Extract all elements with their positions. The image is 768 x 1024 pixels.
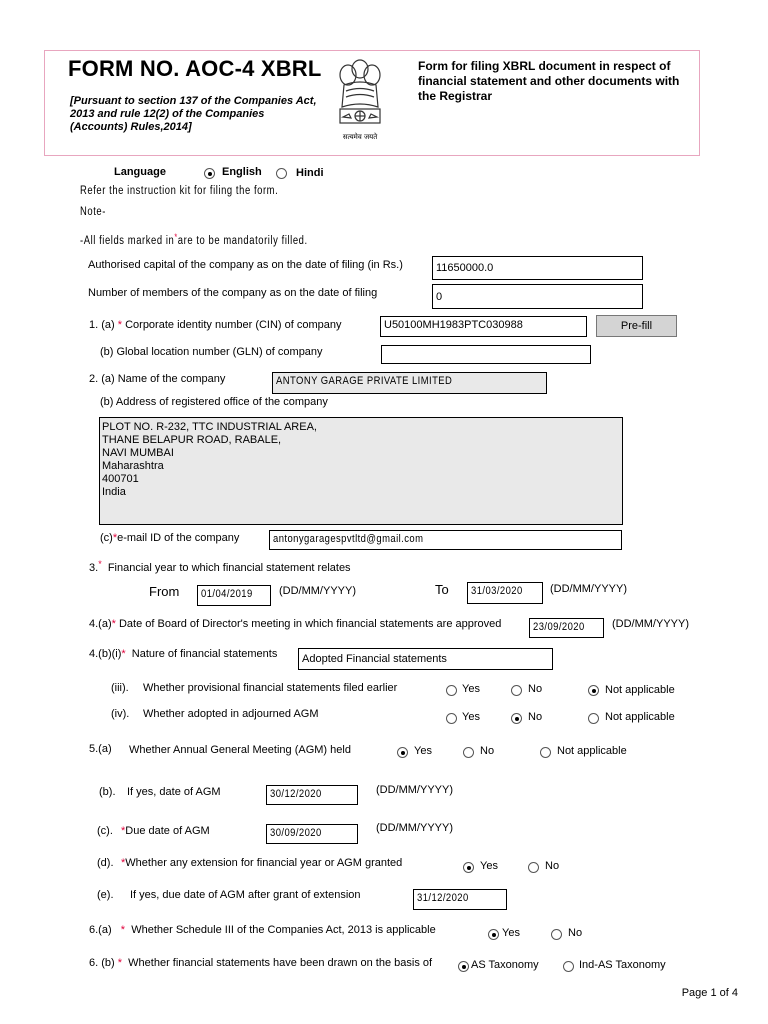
adjourned-na-label: Not applicable bbox=[605, 711, 675, 723]
provisional-no-label: No bbox=[528, 683, 543, 695]
extension-yes-label: Yes bbox=[480, 860, 498, 872]
address-line: PLOT NO. R-232, TTC INDUSTRIAL AREA, bbox=[102, 421, 317, 433]
provisional-na-radio[interactable] bbox=[588, 685, 599, 696]
fy-to-label: To bbox=[435, 582, 449, 597]
agm-due-field[interactable]: 30/09/2020 bbox=[266, 824, 358, 844]
board-meeting-field[interactable]: 23/09/2020 bbox=[529, 618, 604, 638]
adjourned-no-label: No bbox=[528, 711, 543, 723]
cin-field[interactable]: U50100MH1983PTC030988 bbox=[380, 316, 587, 337]
extension-num: (d). bbox=[97, 857, 114, 869]
agm-held-yes-label: Yes bbox=[414, 745, 432, 757]
agm-due-num: (c). bbox=[97, 825, 113, 837]
fy-from-field[interactable]: 01/04/2019 bbox=[197, 585, 271, 606]
agm-held-no-radio[interactable] bbox=[463, 747, 474, 758]
nature-field[interactable]: Adopted Financial statements bbox=[298, 648, 553, 670]
address-label: (b) Address of registered office of the company bbox=[100, 396, 328, 408]
company-name-field[interactable]: ANTONY GARAGE PRIVATE LIMITED bbox=[272, 372, 547, 394]
extension-no-radio[interactable] bbox=[528, 862, 539, 873]
ext-due-num: (e). bbox=[97, 889, 114, 901]
ext-due-field[interactable]: 31/12/2020 bbox=[413, 889, 507, 910]
taxonomy-indas-label: Ind-AS Taxonomy bbox=[579, 959, 666, 971]
company-name-label: 2. (a) Name of the company bbox=[89, 373, 226, 385]
schedule3-yes-radio[interactable] bbox=[488, 929, 499, 940]
agm-held-no-label: No bbox=[480, 745, 495, 757]
fy-from-format: (DD/MM/YYYY) bbox=[279, 585, 356, 597]
provisional-na-label: Not applicable bbox=[605, 684, 675, 696]
taxonomy-as-label: AS Taxonomy bbox=[471, 959, 539, 971]
board-meeting-label: 4.(a)* Date of Board of Director's meeting in which financial statements are approved bbox=[89, 618, 502, 630]
agm-held-na-label: Not applicable bbox=[557, 745, 627, 757]
nature-label: 4.(b)(i)* Nature of financial statements bbox=[89, 648, 278, 660]
language-english-radio[interactable] bbox=[204, 168, 215, 179]
address-line: 400701 bbox=[102, 473, 139, 485]
adjourned-yes-radio[interactable] bbox=[446, 713, 457, 724]
adjourned-no-radio[interactable] bbox=[511, 713, 522, 724]
board-meeting-format: (DD/MM/YYYY) bbox=[612, 618, 689, 630]
fy-to-field[interactable]: 31/03/2020 bbox=[467, 582, 543, 604]
provisional-num: (iii). bbox=[111, 682, 129, 694]
adjourned-label: Whether adopted in adjourned AGM bbox=[143, 708, 319, 720]
provisional-yes-radio[interactable] bbox=[446, 685, 457, 696]
schedule3-no-label: No bbox=[568, 927, 583, 939]
adjourned-na-radio[interactable] bbox=[588, 713, 599, 724]
cin-label: 1. (a) * Corporate identity number (CIN) of company bbox=[89, 319, 342, 331]
schedule3-label: 6.(a) * Whether Schedule III of the Companies Act, 2013 is applicable bbox=[89, 924, 436, 936]
agm-held-na-radio[interactable] bbox=[540, 747, 551, 758]
agm-held-yes-radio[interactable] bbox=[397, 747, 408, 758]
provisional-label: Whether provisional financial statements filed earlier bbox=[143, 682, 398, 694]
taxonomy-label: 6. (b) * Whether financial statements have been drawn on the basis of bbox=[89, 957, 433, 969]
instruction-refer: Refer the instruction kit for filing the form. bbox=[80, 185, 279, 197]
email-label: (c)*e-mail ID of the company bbox=[100, 532, 240, 544]
national-emblem-icon bbox=[334, 55, 386, 145]
address-line: India bbox=[102, 486, 126, 498]
provisional-no-radio[interactable] bbox=[511, 685, 522, 696]
agm-date-field[interactable]: 30/12/2020 bbox=[266, 785, 358, 805]
agm-date-num: (b). bbox=[99, 786, 116, 798]
form-description: Form for filing XBRL document in respect of financial statement and other documents with the Registrar bbox=[418, 59, 680, 103]
address-field[interactable] bbox=[99, 417, 623, 525]
address-line: Maharashtra bbox=[102, 460, 164, 472]
extension-yes-radio[interactable] bbox=[463, 862, 474, 873]
provisional-yes-label: Yes bbox=[462, 683, 480, 695]
members-field[interactable]: 0 bbox=[432, 284, 643, 309]
agm-date-label: If yes, date of AGM bbox=[127, 786, 221, 798]
auth-capital-field[interactable]: 11650000.0 bbox=[432, 256, 643, 280]
fy-from-label: From bbox=[149, 584, 180, 599]
agm-held-label: Whether Annual General Meeting (AGM) held bbox=[129, 744, 351, 756]
language-hindi-label: Hindi bbox=[296, 167, 324, 179]
agm-held-num: 5.(a) bbox=[89, 743, 112, 755]
page-number: Page 1 of 4 bbox=[681, 987, 738, 999]
fy-label: 3.* Financial year to which financial statement relates bbox=[89, 559, 351, 574]
taxonomy-indas-radio[interactable] bbox=[563, 961, 574, 972]
members-label: Number of members of the company as on the date of filing bbox=[88, 287, 378, 299]
prefill-button[interactable]: Pre-fill bbox=[596, 315, 677, 337]
fy-to-format: (DD/MM/YYYY) bbox=[550, 583, 627, 595]
agm-due-format: (DD/MM/YYYY) bbox=[376, 822, 453, 834]
schedule3-no-radio[interactable] bbox=[551, 929, 562, 940]
agm-date-format: (DD/MM/YYYY) bbox=[376, 784, 453, 796]
instruction-note: Note- bbox=[80, 206, 106, 218]
adjourned-yes-label: Yes bbox=[462, 711, 480, 723]
taxonomy-as-radio[interactable] bbox=[458, 961, 469, 972]
instruction-mandatory: -All fields marked in*are to be mandatorily filled. bbox=[80, 232, 308, 247]
language-hindi-radio[interactable] bbox=[276, 168, 287, 179]
form-title: FORM NO. AOC-4 XBRL bbox=[68, 56, 322, 81]
extension-no-label: No bbox=[545, 860, 560, 872]
email-field[interactable]: antonygaragespvtltd@gmail.com bbox=[269, 530, 622, 550]
agm-due-label: *Due date of AGM bbox=[121, 825, 210, 837]
pursuant-text: [Pursuant to section 137 of the Companies Act, 2013 and rule 12(2) of the Companies (Accounts) Rules,2014] bbox=[70, 95, 317, 133]
gln-field[interactable] bbox=[381, 345, 591, 364]
address-line: THANE BELAPUR ROAD, RABALE, bbox=[102, 434, 282, 446]
extension-label: *Whether any extension for financial year or AGM granted bbox=[121, 857, 403, 869]
language-english-label: English bbox=[222, 166, 262, 178]
auth-capital-label: Authorised capital of the company as on the date of filing (in Rs.) bbox=[88, 259, 403, 271]
adjourned-num: (iv). bbox=[111, 708, 130, 720]
address-line: NAVI MUMBAI bbox=[102, 447, 174, 459]
ext-due-label: If yes, due date of AGM after grant of extension bbox=[130, 889, 361, 901]
emblem-motto: सत्यमेव जयते bbox=[342, 133, 378, 141]
language-label: Language bbox=[114, 166, 166, 178]
schedule3-yes-label: Yes bbox=[502, 927, 520, 939]
gln-label: (b) Global location number (GLN) of company bbox=[100, 346, 323, 358]
